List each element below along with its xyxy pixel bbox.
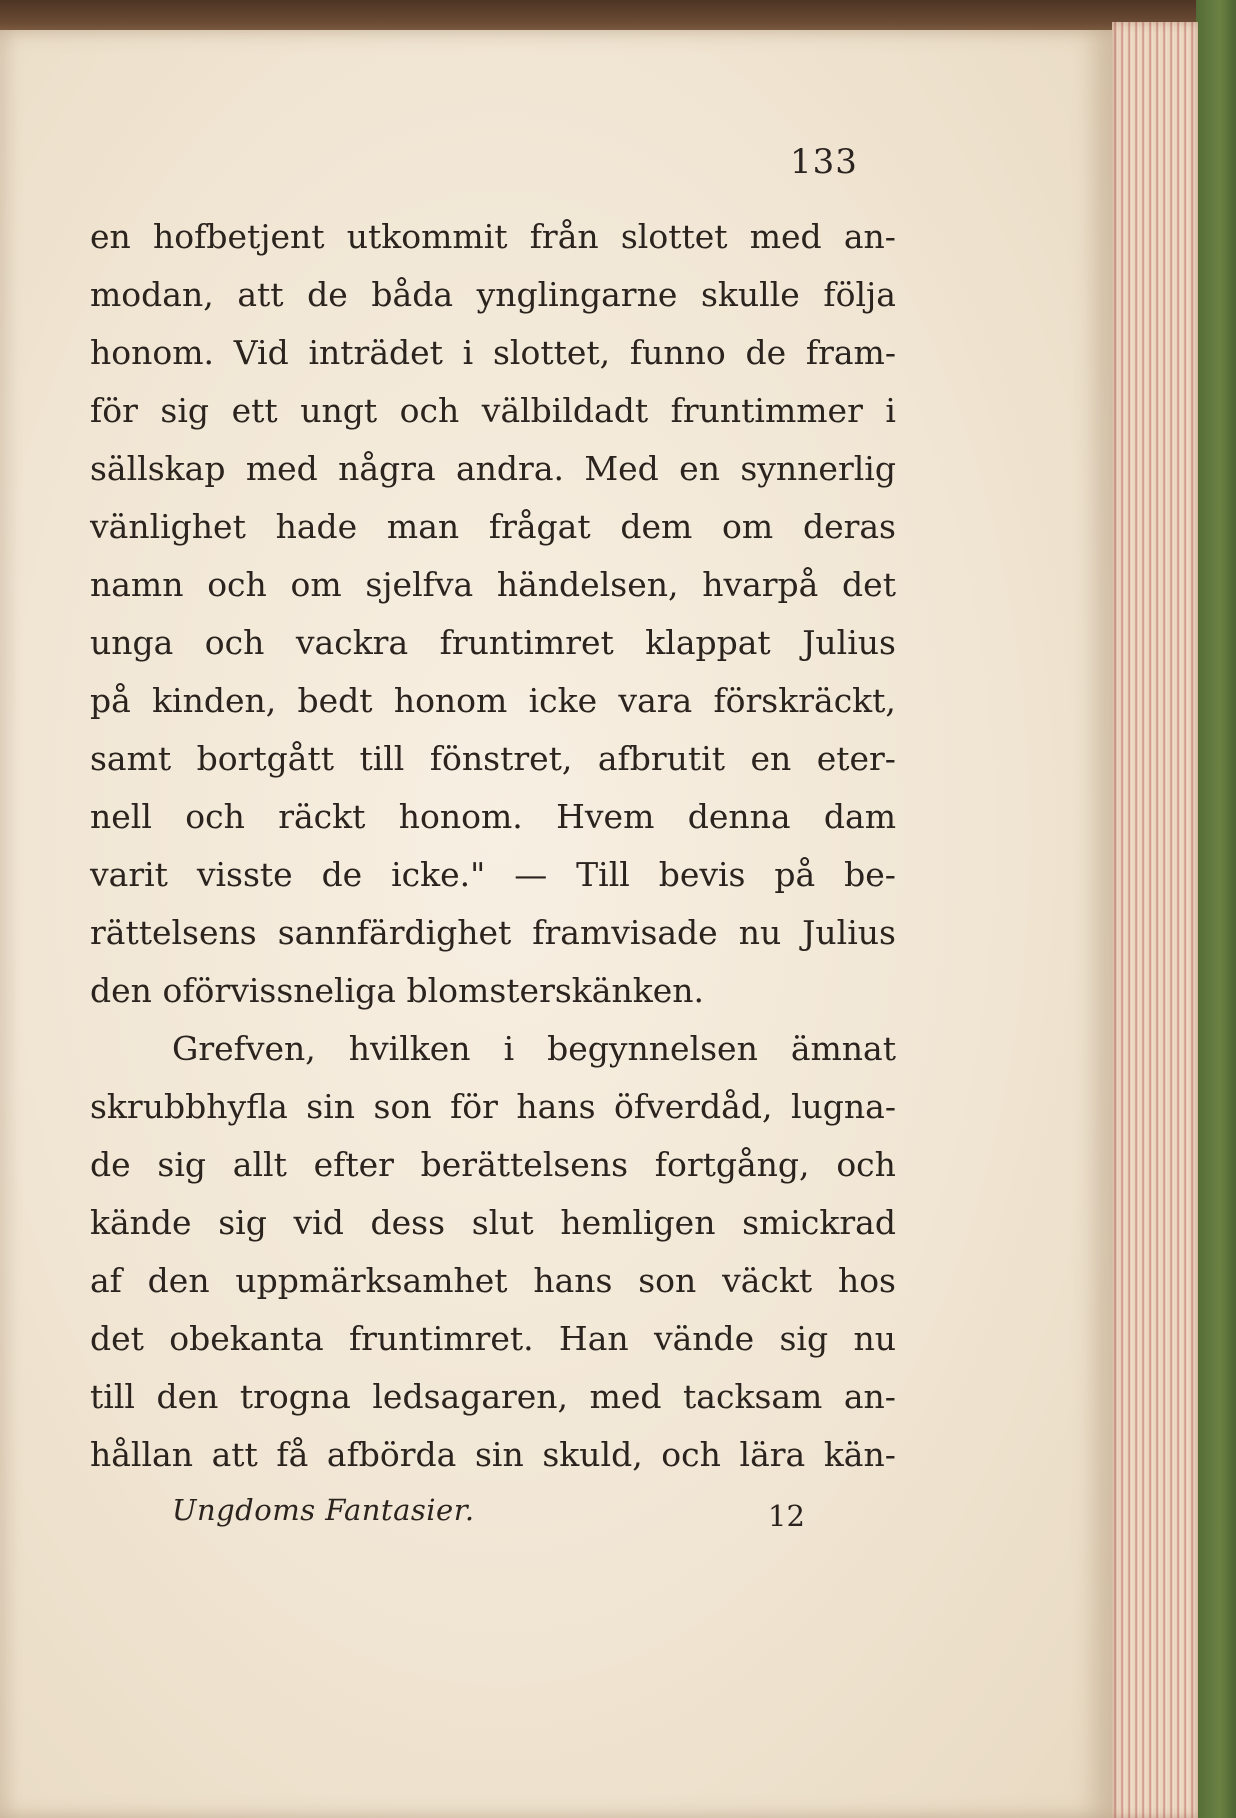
word: smickrad: [742, 1203, 896, 1242]
text-line: [90, 1136, 896, 1194]
word: hemligen: [560, 1203, 716, 1242]
word: och: [204, 623, 265, 662]
word: skulle: [700, 275, 800, 314]
word: Vid: [233, 333, 289, 372]
word: honom.: [90, 333, 215, 372]
word: son: [638, 1261, 697, 1300]
word: och: [836, 1145, 896, 1184]
text-line: [90, 1194, 896, 1252]
word: med: [245, 449, 318, 488]
word: öfverdåd,: [614, 1087, 773, 1126]
word: Hvem: [556, 797, 655, 836]
word: hans: [533, 1261, 613, 1300]
word: ungt: [300, 391, 378, 430]
text-line: [90, 846, 896, 904]
word: hvarpå: [702, 565, 819, 604]
text-line: [90, 556, 896, 614]
word: afbrutit: [597, 739, 725, 778]
word: uppmärksamhet: [235, 1261, 508, 1300]
word: Julius: [802, 623, 896, 662]
word: och: [207, 565, 267, 604]
word: kän-: [823, 1435, 896, 1474]
body-text: [90, 208, 896, 1484]
word: an-: [843, 1377, 896, 1416]
text-line: [90, 904, 896, 962]
word: allt: [232, 1145, 287, 1184]
word: sig: [779, 1319, 829, 1358]
word: honom.: [398, 797, 523, 836]
word: hade: [275, 507, 358, 546]
word: rättelsens: [90, 913, 257, 952]
word: son: [373, 1087, 432, 1126]
word: förskräckt,: [713, 681, 896, 720]
word: andra.: [456, 449, 564, 488]
word: dess: [370, 1203, 446, 1242]
word: den: [90, 971, 152, 1010]
word: obekanta: [169, 1319, 324, 1358]
word: med: [749, 217, 822, 256]
word: sig: [157, 1145, 207, 1184]
text-line: [90, 962, 896, 1020]
word: fortgång,: [654, 1145, 810, 1184]
word: inträdet: [308, 333, 443, 372]
word: nu: [853, 1319, 896, 1358]
word: välbildadt: [481, 391, 649, 430]
word: till: [90, 1377, 135, 1416]
word: an-: [843, 217, 896, 256]
word: båda: [371, 275, 453, 314]
text-line: [90, 208, 896, 266]
word: sin: [306, 1087, 356, 1126]
text-line: [90, 1426, 896, 1484]
page-number: 133: [790, 142, 858, 182]
word: blomsterskänken.: [406, 971, 704, 1010]
word: begynnelsen: [547, 1029, 758, 1068]
text-line: [90, 324, 896, 382]
word: trogna: [239, 1377, 351, 1416]
word: ynglingarne: [476, 275, 678, 314]
word: fruntimret: [439, 623, 614, 662]
word: unga: [90, 623, 174, 662]
word: framvisade: [532, 913, 718, 952]
text-line: [90, 382, 896, 440]
word: från: [529, 217, 599, 256]
word: Julius: [802, 913, 896, 952]
word: varit: [90, 855, 168, 894]
word: skuld,: [542, 1435, 643, 1474]
word: man: [386, 507, 460, 546]
text-line: [90, 1078, 896, 1136]
word: efter: [313, 1145, 394, 1184]
word: synnerlig: [740, 449, 896, 488]
text-line: [90, 788, 896, 846]
word: kinden,: [152, 681, 277, 720]
word: eter-: [816, 739, 896, 778]
word: tacksam: [683, 1377, 823, 1416]
word: de: [307, 275, 348, 314]
text-line: [90, 1310, 896, 1368]
word: funno: [629, 333, 726, 372]
text-line: [90, 266, 896, 324]
word: om: [290, 565, 342, 604]
word: några: [338, 449, 436, 488]
word: klappat: [645, 623, 771, 662]
text-line: [90, 1368, 896, 1426]
word: vänlighet: [90, 507, 246, 546]
word: följa: [823, 275, 896, 314]
word: det: [842, 565, 896, 604]
word: ett: [231, 391, 278, 430]
word: räckt: [278, 797, 366, 836]
word: sjelfva: [365, 565, 474, 604]
text-line: [90, 730, 896, 788]
text-line: [90, 440, 896, 498]
word: icke.": [391, 855, 486, 894]
word: hans: [516, 1087, 596, 1126]
word: icke: [528, 681, 598, 720]
word: ämnat: [790, 1029, 896, 1068]
text-line: [90, 498, 896, 556]
word: slottet: [620, 217, 728, 256]
text-line: [90, 672, 896, 730]
word: och: [661, 1435, 721, 1474]
word: de: [745, 333, 787, 372]
word: sig: [160, 391, 210, 430]
word: att: [211, 1435, 258, 1474]
word: bortgått: [196, 739, 334, 778]
word: sig: [218, 1203, 267, 1242]
word: dam: [823, 797, 896, 836]
word: hofbetjent: [153, 217, 325, 256]
word: slut: [471, 1203, 534, 1242]
word: till: [359, 739, 405, 778]
word: och: [185, 797, 245, 836]
word: vackra: [295, 623, 409, 662]
word: skrubbhyfla: [90, 1087, 288, 1126]
word: sin: [474, 1435, 524, 1474]
word: de: [321, 855, 363, 894]
word: dem: [620, 507, 693, 546]
word: afbörda: [326, 1435, 457, 1474]
word: fram-: [805, 333, 896, 372]
word: lugna-: [790, 1087, 896, 1126]
word: Med: [584, 449, 659, 488]
word: hvilken: [348, 1029, 471, 1068]
word: väckt: [722, 1261, 813, 1300]
word: oförvissneliga: [162, 971, 396, 1010]
word: hos: [837, 1261, 896, 1300]
word: utkommit: [346, 217, 508, 256]
sheet-number: 12: [768, 1499, 805, 1533]
word: slottet,: [492, 333, 611, 372]
word: fruntimret.: [348, 1319, 534, 1358]
word: deras: [802, 507, 896, 546]
word: ledsagaren,: [372, 1377, 569, 1416]
word: sannfärdighet: [277, 913, 512, 952]
word: lära: [739, 1435, 806, 1474]
word: om: [722, 507, 774, 546]
word: —: [514, 855, 548, 894]
word: hållan: [90, 1435, 193, 1474]
word: händelsen,: [496, 565, 679, 604]
word: be-: [844, 855, 896, 894]
word: bedt: [297, 681, 373, 720]
word: i: [503, 1029, 515, 1068]
word: modan,: [90, 275, 214, 314]
word: visste: [196, 855, 293, 894]
word: fönstret,: [429, 739, 573, 778]
word: de: [90, 1145, 131, 1184]
word: en: [679, 449, 720, 488]
word: den: [147, 1261, 210, 1300]
word: det: [90, 1319, 144, 1358]
word: med: [589, 1377, 662, 1416]
word: i: [462, 333, 474, 372]
word: namn: [90, 565, 184, 604]
book-cover-edge: [1196, 0, 1236, 1818]
word: denna: [687, 797, 791, 836]
word: vara: [618, 681, 693, 720]
word: vid: [293, 1203, 344, 1242]
page-fore-edge: [1112, 22, 1198, 1818]
word: på: [774, 855, 816, 894]
word: få: [276, 1435, 309, 1474]
word: bevis: [658, 855, 746, 894]
signature-title: Ungdoms Fantasier.: [172, 1493, 475, 1527]
word: den: [156, 1377, 219, 1416]
word: frågat: [488, 507, 591, 546]
word: för: [90, 391, 138, 430]
word: och: [399, 391, 460, 430]
word: en: [750, 739, 792, 778]
word: nell: [90, 797, 152, 836]
book-page: [0, 30, 1112, 1818]
word: kände: [90, 1203, 192, 1242]
word: nu: [738, 913, 782, 952]
word: Till: [576, 855, 630, 894]
word: af: [90, 1261, 122, 1300]
word: sällskap: [90, 449, 226, 488]
word: samt: [90, 739, 172, 778]
word: på: [90, 681, 131, 720]
word: en: [90, 217, 131, 256]
word: att: [237, 275, 284, 314]
word: vände: [653, 1319, 755, 1358]
word: honom: [393, 681, 508, 720]
word: Grefven,: [172, 1029, 316, 1068]
word: Han: [558, 1319, 629, 1358]
text-line: [90, 1020, 896, 1078]
word: i: [885, 391, 896, 430]
word: fruntimmer: [670, 391, 863, 430]
word: berättelsens: [420, 1145, 629, 1184]
text-line: [90, 1252, 896, 1310]
word: för: [450, 1087, 498, 1126]
text-line: [90, 614, 896, 672]
